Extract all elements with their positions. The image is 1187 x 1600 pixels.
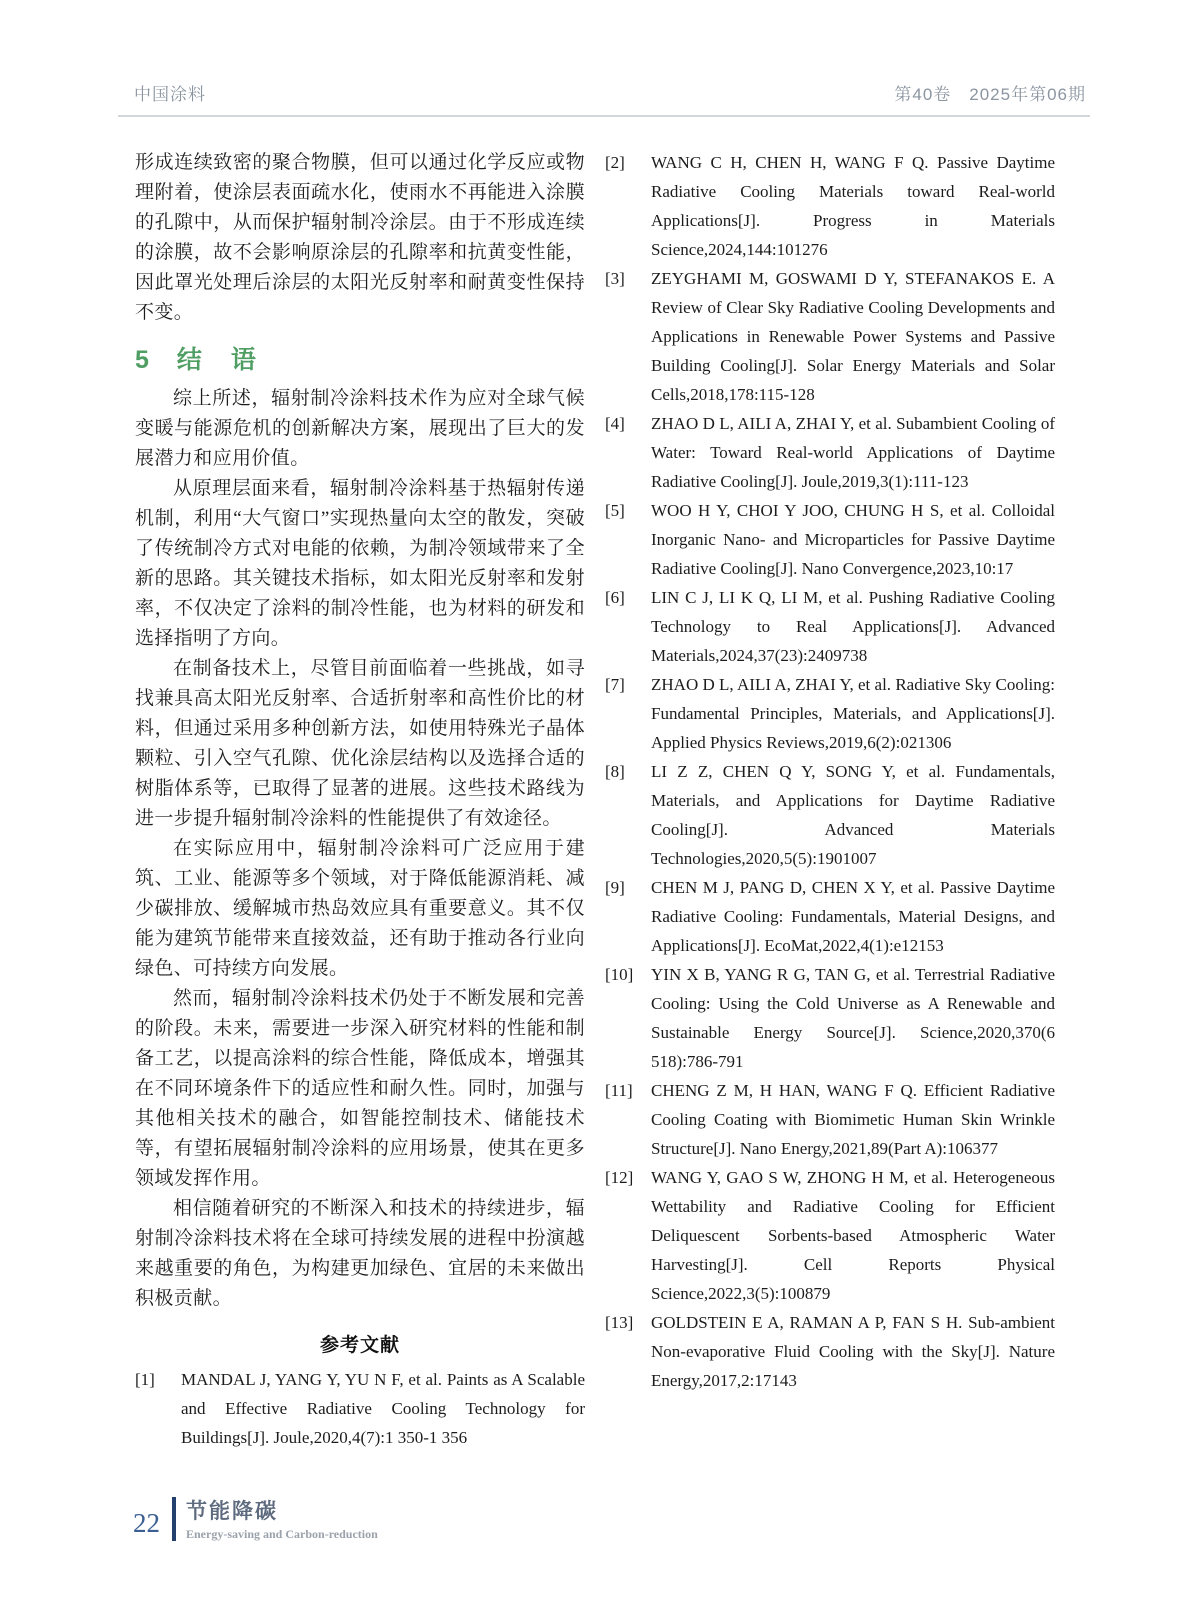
reference-item [135, 1365, 585, 1452]
reference-item [605, 496, 1055, 583]
body-paragraph: 在实际应用中，辐射制冷涂料可广泛应用于建筑、工业、能源等多个领域，对于降低能源消耗、减少碳排放、缓解城市热岛效应具有重要意义。其不仅能为建筑节能带来直接效益，还有助于推动各行业向绿色、可持续方向发展。 [135, 838, 585, 979]
reference-number: [9] [605, 878, 625, 897]
reference-number: [6] [605, 588, 625, 607]
section-heading [135, 340, 585, 376]
reference-text: GOLDSTEIN E A, RAMAN A P, FAN S H. Sub-ambient Non-evaporative Fluid Cooling with the Sky[J]. Nature Energy,2017,2:17143 [651, 1313, 1055, 1390]
footer-section-title-en: Energy-saving and Carbon-reduction [186, 1527, 378, 1541]
reference-number: [1] [135, 1370, 155, 1389]
section-number: 5 [135, 346, 151, 374]
body-paragraph: 在制备技术上，尽管目前面临着一些挑战，如寻找兼具高太阳光反射率、合适折射率和高性价比的材料，但通过采用多种创新方法，如使用特殊光子晶体颗粒、引入空气孔隙、优化涂层结构以及选择合适的树脂体系等，已取得了显著的进展。这些技术路线为进一步提升辐射制冷涂料的性能提供了有效途径。 [135, 658, 585, 829]
reference-text: LI Z Z, CHEN Q Y, SONG Y, et al. Fundamentals, Materials, and Applications for Daytime Radiative Cooling[J]. Advanced Materials Technologies,2020,5(5):1901007 [651, 762, 1055, 868]
reference-text: WANG C H, CHEN H, WANG F Q. Passive Daytime Radiative Cooling Materials toward Real-world Applications[J]. Progress in Materials Science,2024,144:101276 [651, 153, 1055, 259]
references-heading: 参考文献 [319, 1335, 400, 1356]
reference-text: ZHAO D L, AILI A, ZHAI Y, et al. Subambient Cooling of Water: Toward Real-world Applications of Daytime Radiative Cooling[J]. Joule,2019,3(1):111-123 [651, 414, 1055, 491]
volume-issue-info: 第40卷 2025年第06期 [894, 85, 1086, 104]
reference-text: MANDAL J, YANG Y, YU N F, et al. Paints as A Scalable and Effective Radiative Cooling Technology for Buildings[J]. Joule,2020,4(7):1 350-1 356 [181, 1370, 585, 1447]
reference-item [605, 409, 1055, 496]
reference-text: CHENG Z M, H HAN, WANG F Q. Efficient Radiative Cooling Coating with Biomimetic Human Skin Wrinkle Structure[J]. Nano Energy,2021,89(Part A):106377 [651, 1081, 1055, 1158]
reference-item [605, 757, 1055, 873]
reference-number: [3] [605, 269, 625, 288]
reference-number: [12] [605, 1168, 634, 1187]
reference-text: WOO H Y, CHOI Y JOO, CHUNG H S, et al. Colloidal Inorganic Nano- and Microparticles for Passive Daytime Radiative Cooling[J]. Nano Convergence,2023,10:17 [651, 501, 1055, 578]
page-footer [133, 1495, 378, 1542]
right-column [605, 148, 1055, 1452]
page-header [118, 80, 1090, 117]
section-title: 结 语 [176, 346, 258, 374]
journal-name: 中国涂料 [134, 85, 206, 104]
reference-item [605, 583, 1055, 670]
body-paragraph: 相信随着研究的不断深入和技术的持续进步，辐射制冷涂料技术将在全球可持续发展的进程中扮演越来越重要的角色，为构建更加绿色、宜居的未来做出积极贡献。 [135, 1198, 585, 1309]
body-paragraph: 然而，辐射制冷涂料技术仍处于不断发展和完善的阶段。未来，需要进一步深入研究材料的性能和制备工艺，以提高涂料的综合性能，降低成本，增强其在不同环境条件下的适应性和耐久性。同时，加强与其他相关技术的融合，如智能控制技术、储能技术等，有望拓展辐射制冷涂料的应用场景，使其在更多领域发挥作用。 [135, 988, 585, 1189]
reference-text: ZHAO D L, AILI A, ZHAI Y, et al. Radiative Sky Cooling: Fundamental Principles, Materials, and Applications[J]. Applied Physics Reviews,2019,6(2):021306 [651, 675, 1055, 752]
reference-text: WANG Y, GAO S W, ZHONG H M, et al. Heterogeneous Wettability and Radiative Cooling for Efficient Deliquescent Sorbents-based Atmospheric Water Harvesting[J]. Cell Reports Physical Science,2022,3(5):100879 [651, 1168, 1055, 1303]
body-paragraph: 从原理层面来看，辐射制冷涂料基于热辐射传递机制，利用“大气窗口”实现热量向太空的散发，突破了传统制冷方式对电能的依赖，为制冷领域带来了全新的思路。其关键技术指标，如太阳光反射率和发射率，不仅决定了涂料的制冷性能，也为材料的研发和选择指明了方向。 [135, 478, 585, 649]
reference-item [605, 1076, 1055, 1163]
body-paragraph-continuation: 形成连续致密的聚合物膜，但可以通过化学反应或物理附着，使涂层表面疏水化，使雨水不再能进入涂膜的孔隙中，从而保护辐射制冷涂层。由于不形成连续的涂膜，故不会影响原涂层的孔隙率和抗黄变性能，因此罩光处理后涂层的太阳光反射率和耐黄变性保持不变。 [135, 152, 585, 323]
reference-text: CHEN M J, PANG D, CHEN X Y, et al. Passive Daytime Radiative Cooling: Fundamentals, Material Designs, and Applications[J]. EcoMat,2022,4(1):e12153 [651, 878, 1055, 955]
reference-item [605, 873, 1055, 960]
reference-number: [13] [605, 1313, 634, 1332]
reference-number: [8] [605, 762, 625, 781]
reference-item [605, 1163, 1055, 1308]
reference-text: YIN X B, YANG R G, TAN G, et al. Terrestrial Radiative Cooling: Using the Cold Universe as A Renewable and Sustainable Energy Source[J]. Science,2020,370(6 518):786-791 [651, 965, 1055, 1071]
footer-section-title-cn: 节能降碳 [186, 1500, 278, 1523]
reference-item [605, 960, 1055, 1076]
reference-number: [5] [605, 501, 625, 520]
reference-number: [10] [605, 965, 634, 984]
reference-item [605, 148, 1055, 264]
body-paragraph: 综上所述，辐射制冷涂料技术作为应对全球气候变暖与能源危机的创新解决方案，展现出了巨大的发展潜力和应用价值。 [135, 388, 585, 469]
reference-text: ZEYGHAMI M, GOSWAMI D Y, STEFANAKOS E. A Review of Clear Sky Radiative Cooling Developments and Applications in Renewable Power Systems and Passive Building Cooling[J]. Solar Energy Materials and Solar Cells,2018,178:115-128 [651, 269, 1055, 404]
reference-item [605, 670, 1055, 757]
reference-item [605, 264, 1055, 409]
reference-number: [7] [605, 675, 625, 694]
reference-item [605, 1308, 1055, 1395]
reference-number: [11] [605, 1081, 633, 1100]
footer-column-titles [186, 1495, 378, 1542]
reference-number: [2] [605, 153, 625, 172]
reference-number: [4] [605, 414, 625, 433]
reference-text: LIN C J, LI K Q, LI M, et al. Pushing Radiative Cooling Technology to Real Applications[J]. Advanced Materials,2024,37(23):2409738 [651, 588, 1055, 665]
left-column [135, 148, 585, 1452]
page-body [135, 148, 1055, 1452]
page-number: 22 [133, 1508, 160, 1538]
footer-divider-bar [172, 1497, 176, 1541]
